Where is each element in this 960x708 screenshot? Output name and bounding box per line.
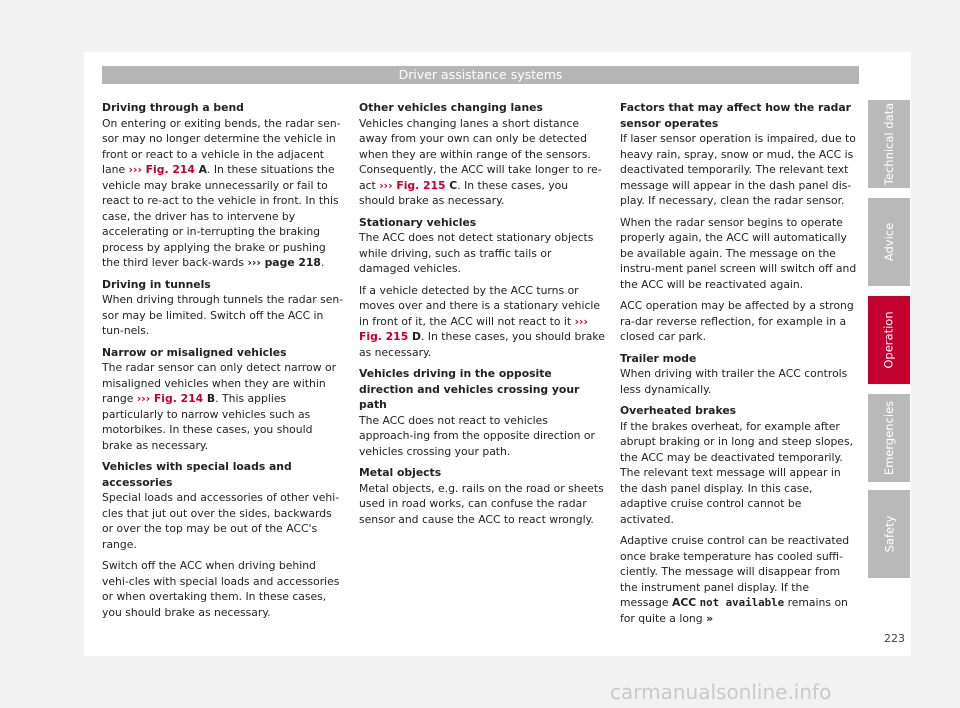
text: .	[320, 256, 325, 269]
text: If a vehicle detected by the ACC turns or moves over and there is a stationary vehicle in front of it, the ACC will not react to it	[359, 283, 601, 328]
tab-emergencies[interactable]	[868, 394, 910, 482]
column-1	[102, 100, 346, 626]
heading-opposite: Vehicles driving in the opposite direction and vehicles crossing your path	[359, 367, 580, 411]
section-header: Driver assistance systems	[102, 66, 859, 84]
fig-link[interactable]: ››› Fig. 214	[128, 163, 195, 176]
text: remains on for quite a long	[620, 596, 848, 625]
para-factors-1: If laser sensor operation is impaired, due to heavy rain, spray, snow or mud, the ACC is deactivated temporarily. The relevant text message will appear in the dash panel dis-play. If necessary, clean the radar sensor.	[620, 132, 856, 207]
para-factors-3: ACC operation may be affected by a strong ra-dar reverse reflection, for example in a closed car park.	[620, 299, 854, 343]
para-tunnels: When driving through tunnels the radar sen-sor may be limited. Switch off the ACC in tun-nels.	[102, 293, 344, 337]
tab-label: Safety	[881, 515, 896, 553]
tab-label: Technical data	[882, 102, 896, 186]
tab-advice[interactable]	[868, 198, 910, 286]
heading-trailer: Trailer mode	[620, 351, 697, 365]
text: Adaptive cruise control can be reactivated once brake temperature has cooled suffi-ciently. The message will disappear from the instrument panel display. If the message	[620, 534, 850, 609]
para-lanes	[359, 116, 605, 209]
watermark: carmanualsonline.info	[610, 680, 832, 704]
para-brakes-2	[620, 533, 858, 626]
fig-link[interactable]: ››› Fig. 215	[379, 178, 446, 192]
text: . This applies particularly to narrow vehicles such as motorbikes. In these cases, you should brake as necessary.	[102, 392, 313, 452]
fig-letter: A	[194, 163, 207, 176]
heading-factors: Factors that may affect how the radar sensor operates	[620, 101, 851, 130]
tab-technical-data[interactable]	[868, 100, 910, 188]
para-metal: Metal objects, e.g. rails on the road or sheets used in road works, can confuse the radar sensor and cause the ACC to react wrongly.	[359, 481, 604, 526]
continue-arrow-icon: »	[706, 611, 714, 625]
para-narrow	[102, 360, 346, 453]
para-loads-1: Special loads and accessories of other vehi-cles that jut out over the sides, backwards or over the top may be out of the ACC's range.	[102, 491, 340, 551]
heading-tunnels: Driving in tunnels	[102, 277, 211, 291]
para-factors-2: When the radar sensor begins to operate properly again, the ACC will automatically be available again. The message on the instru-ment panel screen will switch off and the ACC will be reactivated again.	[620, 215, 857, 291]
text: On entering or exiting bends, the radar sen-sor may no longer determine the vehicle in front or react to a vehicle in the adjacent lane	[102, 116, 341, 176]
tab-label: Advice	[882, 222, 896, 262]
para-brakes-1: If the brakes overheat, for example after abrupt braking or in long and steep slopes, the ACC may be deactivated temporarily. The relevant text message will appear in the dash panel display. In this case, adaptive cruise control cannot be activated.	[620, 419, 854, 526]
page-number: 223	[884, 632, 905, 645]
column-2	[359, 100, 605, 533]
fig-letter: B	[203, 392, 216, 405]
heading-loads: Vehicles with special loads and accessories	[102, 460, 292, 489]
fig-letter: D	[408, 330, 421, 343]
heading-bend: Driving through a bend	[102, 101, 244, 114]
para-opposite: The ACC does not react to vehicles approach-ing from the opposite direction or vehicles crossing your path.	[359, 413, 595, 458]
para-stationary-1: The ACC does not detect stationary objects while driving, such as traffic tails or damaged vehicles.	[359, 231, 594, 275]
tab-safety[interactable]	[868, 490, 910, 578]
para-trailer: When driving with trailer the ACC controls less dynamically.	[620, 367, 848, 396]
text: . In these situations the vehicle may brake unnecessarily or fail to react to re-act to the vehicle in front. In this case, the driver has to intervene by accelerating or in-terrupting the braking process by applying the brake or pushing the third lever back-wards	[102, 163, 339, 269]
message-not-available: not available	[699, 596, 785, 609]
para-bend	[102, 116, 346, 271]
para-loads-2: Switch off the ACC when driving behind vehi-cles with special loads and accessories or when overtaking them. In these cases, you should brake as necessary.	[102, 559, 340, 619]
heading-lanes: Other vehicles changing lanes	[359, 101, 543, 114]
page-link[interactable]: ››› page 218	[247, 256, 321, 269]
heading-narrow: Narrow or misaligned vehicles	[102, 345, 287, 359]
column-3	[620, 100, 858, 632]
fig-letter: C	[445, 178, 458, 192]
heading-brakes: Overheated brakes	[620, 404, 737, 417]
fig-link[interactable]: ››› Fig. 214	[136, 392, 204, 405]
tab-label: Emergencies	[882, 400, 897, 476]
fig-link[interactable]: ››› Fig. 215	[359, 314, 588, 343]
heading-stationary: Stationary vehicles	[359, 215, 477, 229]
tab-label: Operation	[882, 311, 897, 369]
message-acc: ACC	[671, 596, 697, 609]
text: . In these cases, you should brake as necessary.	[359, 178, 569, 207]
heading-metal: Metal objects	[359, 466, 442, 479]
tab-operation[interactable]	[868, 296, 910, 384]
para-stationary-2	[359, 283, 605, 361]
text: Vehicles changing lanes a short distance away from your own can only be detected when they are within range of the sensors. Consequently, the ACC will take longer to re-act	[359, 116, 602, 192]
text: The radar sensor can only detect narrow or misaligned vehicles when they are within range	[102, 361, 337, 405]
text: . In these cases, you should brake as necessary.	[359, 330, 605, 359]
